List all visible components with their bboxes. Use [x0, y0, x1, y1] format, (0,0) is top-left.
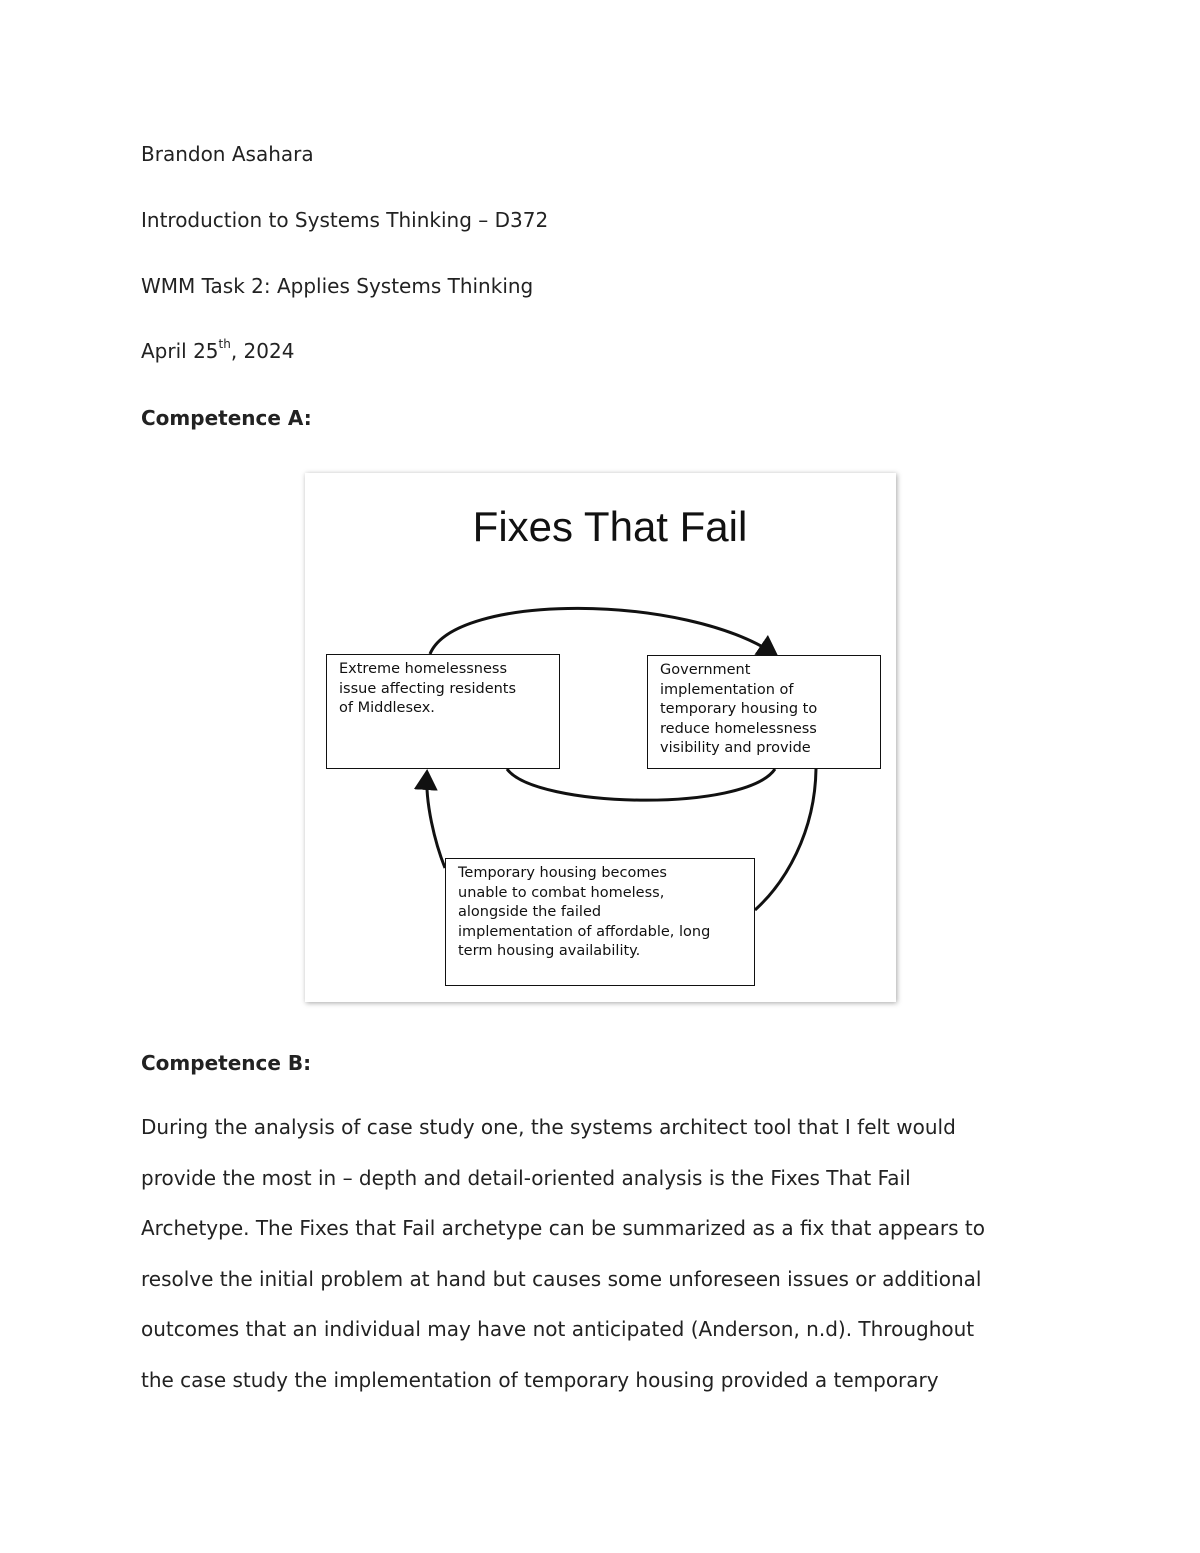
fix-box	[647, 655, 881, 769]
consequence-box	[445, 858, 755, 986]
problem-line: of Middlesex.	[339, 700, 435, 716]
paragraph-line: Archetype. The Fixes that Fail archetype can be summarized as a fix that appears to	[141, 1216, 986, 1241]
paragraph-line: provide the most in – depth and detail-oriented analysis is the Fixes That Fail	[141, 1165, 911, 1190]
fix-line: Government	[660, 662, 751, 678]
author-name: Brandon Asahara	[141, 142, 314, 166]
fix-line: implementation of	[660, 681, 794, 698]
arrow-fix-to-consequence	[755, 769, 816, 910]
problem-box	[326, 654, 560, 769]
competence-a-heading: Competence A:	[141, 406, 312, 430]
submission-date	[141, 339, 294, 363]
arrow-consequence-to-problem	[427, 772, 445, 868]
arrow-problem-to-fix	[430, 608, 776, 655]
fix-line: temporary housing to	[660, 701, 818, 717]
problem-line: issue affecting residents	[339, 680, 517, 697]
task-title: WMM Task 2: Applies Systems Thinking	[141, 274, 534, 298]
date-prefix: April 25	[141, 339, 219, 363]
paragraph-line: outcomes that an individual may have not anticipated (Anderson, n.d). Throughout	[141, 1317, 975, 1342]
consequence-line: unable to combat homeless,	[458, 884, 665, 901]
paragraph-line: the case study the implementation of temporary housing provided a temporary	[141, 1367, 939, 1392]
arrow-fix-back	[507, 769, 775, 800]
diagram-title: Fixes That Fail	[472, 503, 748, 550]
fix-line: reduce homelessness	[660, 720, 817, 737]
fix-line: visibility and provide	[660, 740, 811, 756]
competence-b-heading: Competence B:	[141, 1051, 312, 1075]
date-ordinal: th	[218, 337, 231, 352]
fixes-that-fail-diagram	[305, 473, 896, 1002]
paragraph-line: resolve the initial problem at hand but causes some unforeseen issues or additional	[141, 1266, 982, 1291]
paragraph-line: During the analysis of case study one, the systems architect tool that I felt would	[141, 1115, 956, 1139]
problem-line: Extreme homelessness	[339, 661, 508, 677]
date-suffix: , 2024	[230, 339, 295, 363]
consequence-line: alongside the failed	[458, 904, 602, 920]
competence-b-paragraph	[141, 1102, 1071, 1406]
consequence-line: Temporary housing becomes	[458, 865, 667, 881]
consequence-line: implementation of affordable, long	[458, 923, 711, 940]
course-title: Introduction to Systems Thinking – D372	[141, 208, 549, 232]
consequence-line: term housing availability.	[458, 943, 641, 959]
